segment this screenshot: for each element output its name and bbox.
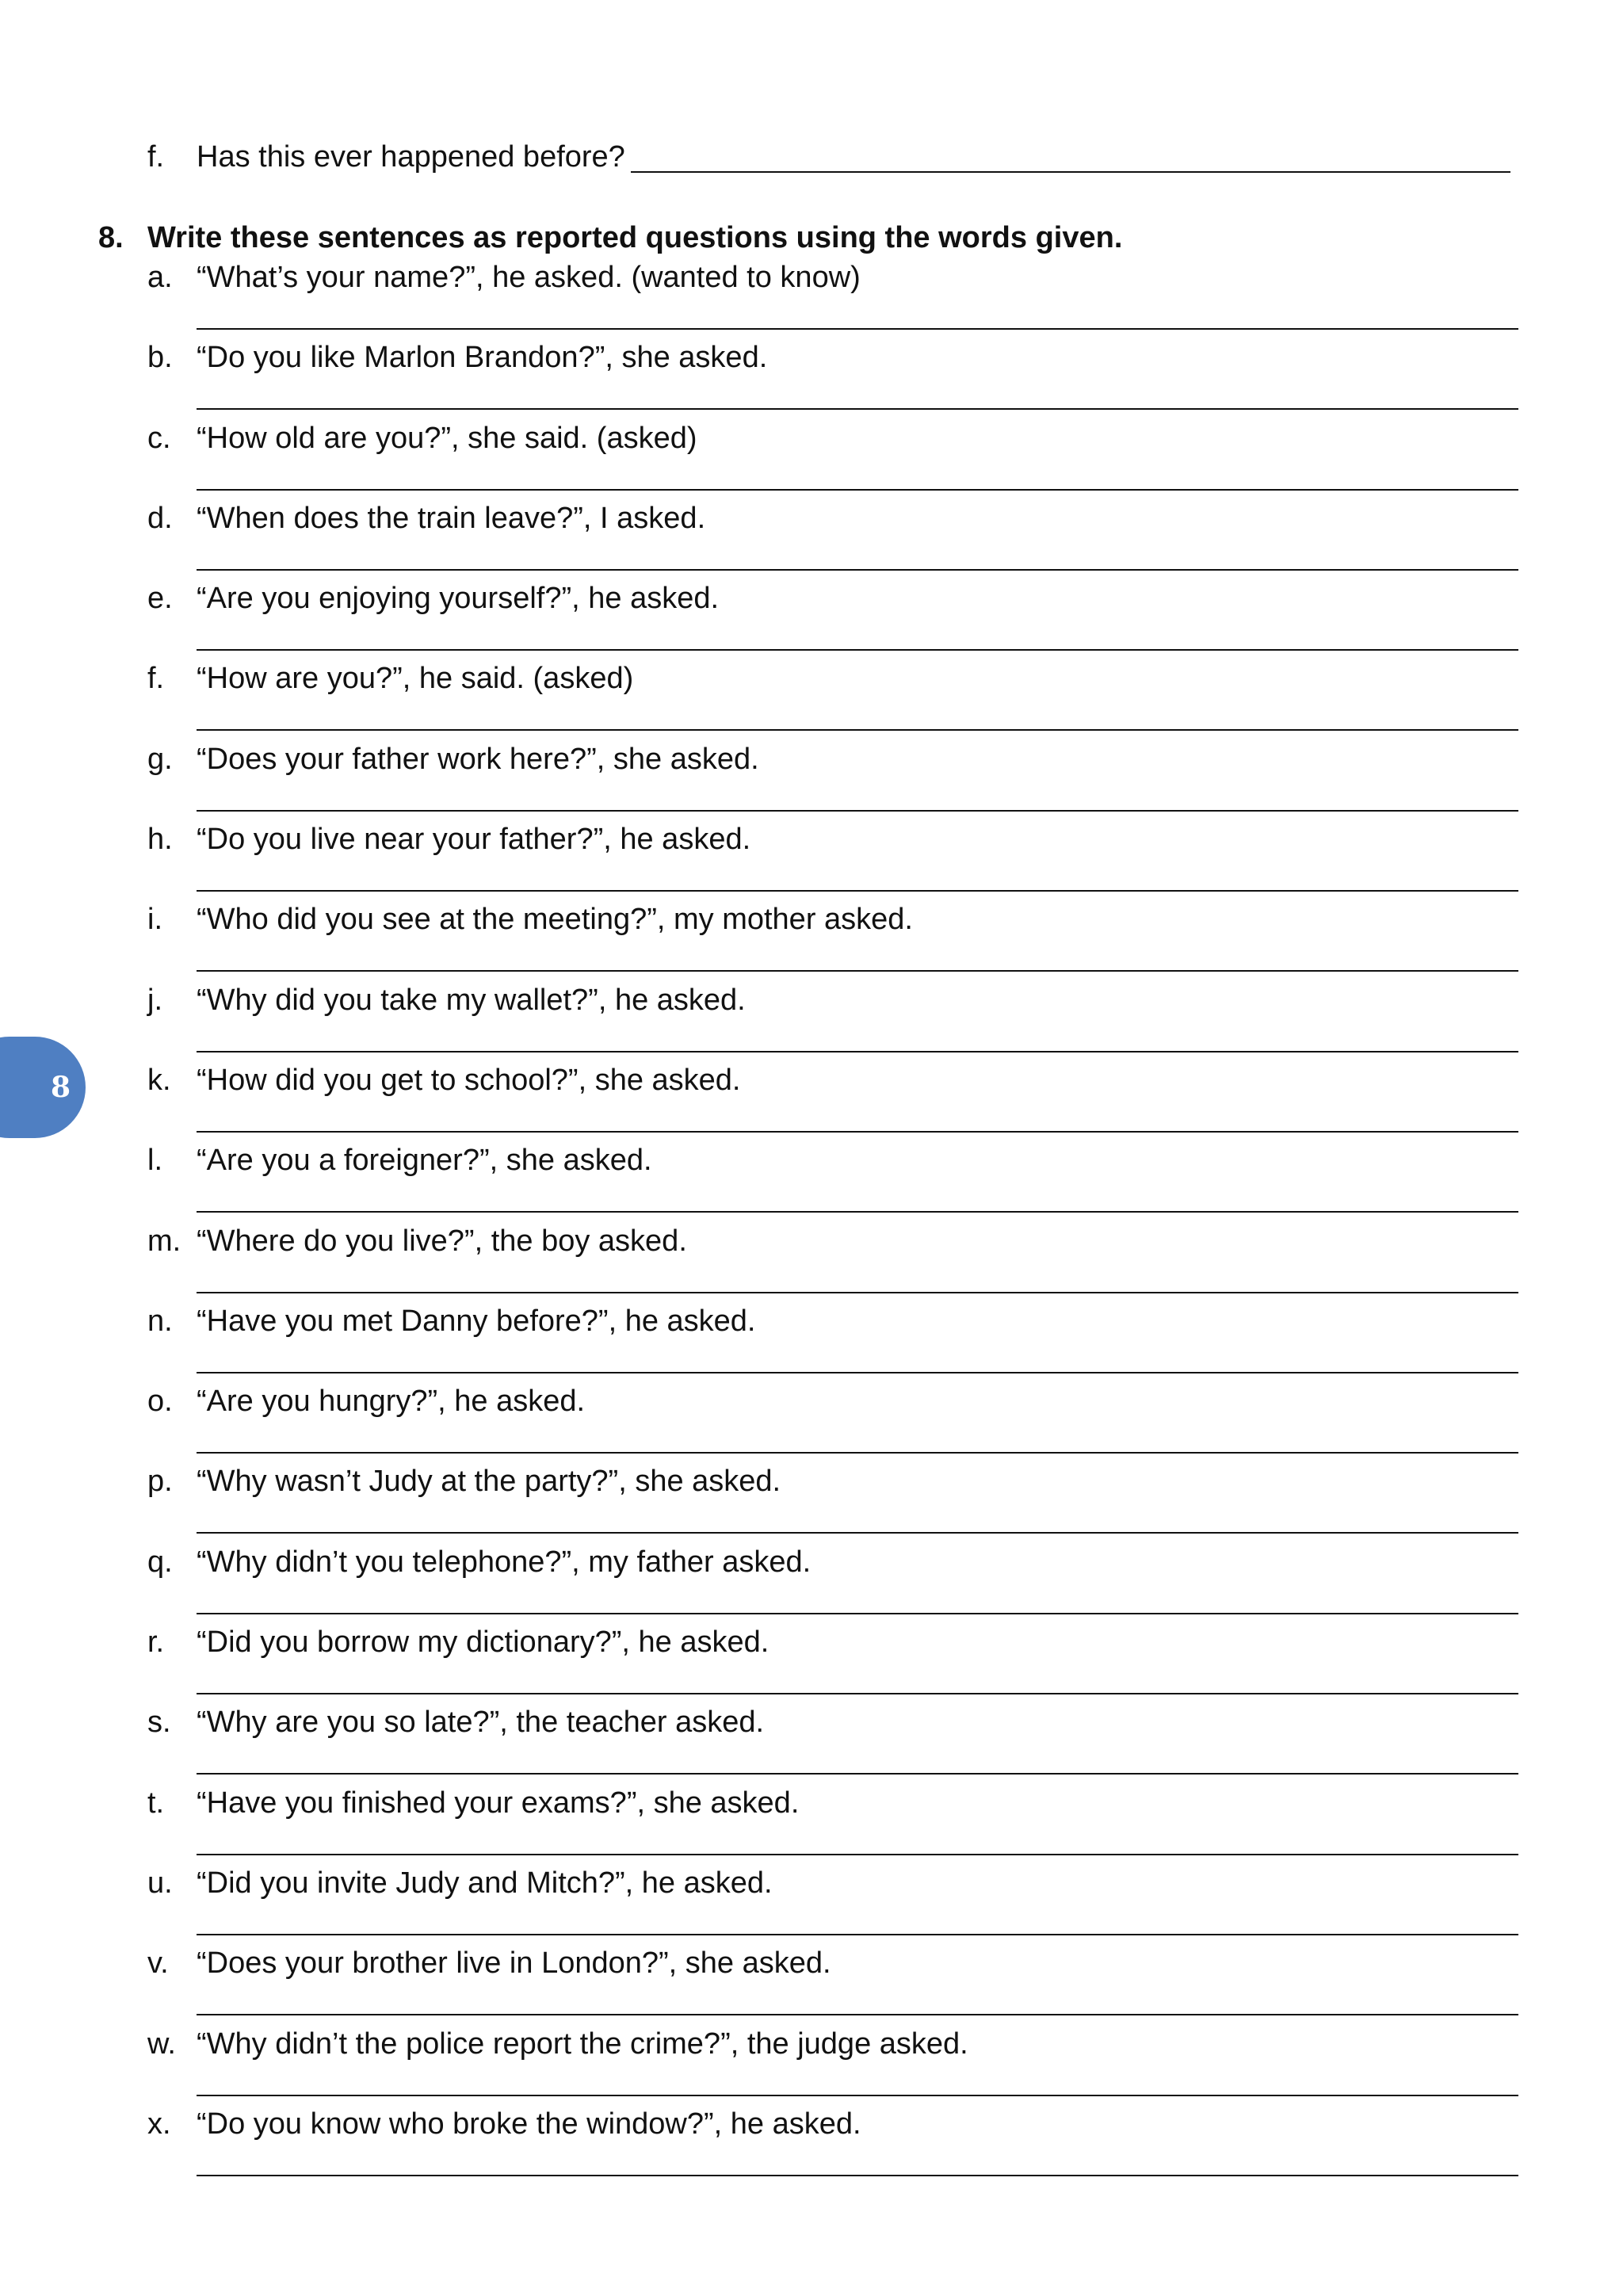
question-item (147, 1698, 1518, 1778)
answer-line[interactable] (197, 810, 1518, 812)
item-question-text: “Why didn’t the police report the crime?”, the judge asked. (197, 2027, 968, 2061)
item-letter: t. (147, 1786, 165, 1820)
question-item (147, 1217, 1518, 1297)
answer-line[interactable] (197, 1613, 1518, 1614)
answer-line[interactable] (631, 171, 1510, 173)
answer-line[interactable] (197, 649, 1518, 651)
answer-line[interactable] (197, 2175, 1518, 2176)
question-list (147, 254, 1518, 2180)
question-item (147, 415, 1518, 495)
item-question-text: “Why didn’t you telephone?”, my father asked. (197, 1545, 812, 1579)
item-letter: m. (147, 1224, 181, 1258)
question-item (147, 2100, 1518, 2180)
item-question-text: “Why wasn’t Judy at the party?”, she asked. (197, 1465, 781, 1499)
item-letter: q. (147, 1545, 173, 1579)
item-question-text: “What’s your name?”, he asked. (wanted to know) (197, 261, 861, 294)
question-item (147, 1297, 1518, 1377)
item-letter: c. (147, 421, 171, 455)
item-letter: f. (147, 140, 165, 174)
page-number-badge: 8 (0, 1037, 86, 1138)
answer-line[interactable] (197, 408, 1518, 410)
answer-line[interactable] (197, 1292, 1518, 1293)
item-letter: j. (147, 983, 162, 1017)
answer-line[interactable] (197, 1211, 1518, 1213)
item-question-text: “Do you like Marlon Brandon?”, she asked. (197, 341, 768, 375)
question-item (147, 1056, 1518, 1137)
question-item (147, 896, 1518, 976)
item-question-text: “Why are you so late?”, the teacher asked. (197, 1706, 765, 1740)
answer-line[interactable] (197, 729, 1518, 731)
item-letter: l. (147, 1144, 162, 1178)
question-item (147, 1538, 1518, 1618)
item-question-text: “Have you finished your exams?”, she asked. (197, 1786, 800, 1820)
item-question-text: “Do you know who broke the window?”, he asked. (197, 2107, 861, 2141)
item-letter: h. (147, 823, 173, 857)
answer-line[interactable] (197, 1452, 1518, 1454)
item-question-text: “How did you get to school?”, she asked. (197, 1063, 741, 1097)
item-letter: d. (147, 501, 173, 535)
item-letter: s. (147, 1706, 171, 1740)
item-question-text: “Where do you live?”, the boy asked. (197, 1224, 687, 1258)
item-question-text: “Why did you take my wallet?”, he asked. (197, 983, 746, 1017)
answer-line[interactable] (197, 2095, 1518, 2096)
item-letter: v. (147, 1946, 169, 1981)
answer-line[interactable] (197, 1532, 1518, 1534)
item-question-text: “How old are you?”, she said. (asked) (197, 421, 697, 455)
item-question-text: “Does your brother live in London?”, she asked. (197, 1946, 831, 1981)
answer-line[interactable] (197, 1131, 1518, 1133)
item-question-text: “When does the train leave?”, I asked. (197, 501, 706, 535)
question-item (147, 1859, 1518, 1939)
answer-line[interactable] (197, 328, 1518, 330)
question-item (147, 1377, 1518, 1457)
item-letter: b. (147, 341, 173, 375)
item-letter: p. (147, 1465, 173, 1499)
question-item (147, 1618, 1518, 1698)
question-item (147, 1137, 1518, 1217)
question-item (147, 575, 1518, 655)
answer-line[interactable] (197, 970, 1518, 972)
item-letter: f. (147, 662, 165, 696)
question-item (147, 2020, 1518, 2100)
question-item (147, 655, 1518, 735)
question-item (147, 254, 1518, 334)
item-question-text: “Are you hungry?”, he asked. (197, 1385, 586, 1419)
question-item (147, 1939, 1518, 2019)
item-letter: k. (147, 1063, 171, 1097)
section-number: 8. (98, 221, 124, 254)
item-question-text: “Have you met Danny before?”, he asked. (197, 1304, 756, 1338)
answer-line[interactable] (197, 1693, 1518, 1694)
answer-line[interactable] (197, 489, 1518, 491)
answer-line[interactable] (197, 2014, 1518, 2015)
answer-line[interactable] (197, 569, 1518, 571)
question-item (147, 495, 1518, 575)
item-question-text: Has this ever happened before? (197, 140, 625, 174)
item-question-text: “How are you?”, he said. (asked) (197, 662, 634, 696)
item-letter: i. (147, 903, 162, 937)
answer-line[interactable] (197, 890, 1518, 892)
answer-line[interactable] (197, 1051, 1518, 1052)
item-question-text: “Are you enjoying yourself?”, he asked. (197, 582, 720, 616)
item-question-text: “Did you borrow my dictionary?”, he asked. (197, 1626, 769, 1660)
item-letter: x. (147, 2107, 171, 2141)
item-question-text: “Does your father work here?”, she asked. (197, 742, 759, 776)
answer-line[interactable] (197, 1773, 1518, 1775)
question-item (147, 1779, 1518, 1859)
answer-line[interactable] (197, 1934, 1518, 1935)
previous-question-item (147, 133, 1510, 181)
item-letter: n. (147, 1304, 173, 1338)
item-question-text: “Are you a foreigner?”, she asked. (197, 1144, 652, 1178)
item-letter: r. (147, 1626, 165, 1660)
section-instructions: Write these sentences as reported questions using the words given. (147, 221, 1123, 254)
item-question-text: “Did you invite Judy and Mitch?”, he asked. (197, 1866, 773, 1900)
item-letter: o. (147, 1385, 173, 1419)
answer-line[interactable] (197, 1372, 1518, 1373)
question-item (147, 334, 1518, 414)
item-question-text: “Do you live near your father?”, he asked. (197, 823, 751, 857)
item-letter: a. (147, 261, 173, 294)
item-letter: g. (147, 742, 173, 776)
item-letter: w. (147, 2027, 176, 2061)
question-item (147, 1457, 1518, 1538)
item-question-text: “Who did you see at the meeting?”, my mother asked. (197, 903, 913, 937)
question-item (147, 976, 1518, 1056)
answer-line[interactable] (197, 1854, 1518, 1855)
item-letter: e. (147, 582, 173, 616)
item-letter: u. (147, 1866, 173, 1900)
question-item (147, 735, 1518, 816)
question-item (147, 816, 1518, 896)
